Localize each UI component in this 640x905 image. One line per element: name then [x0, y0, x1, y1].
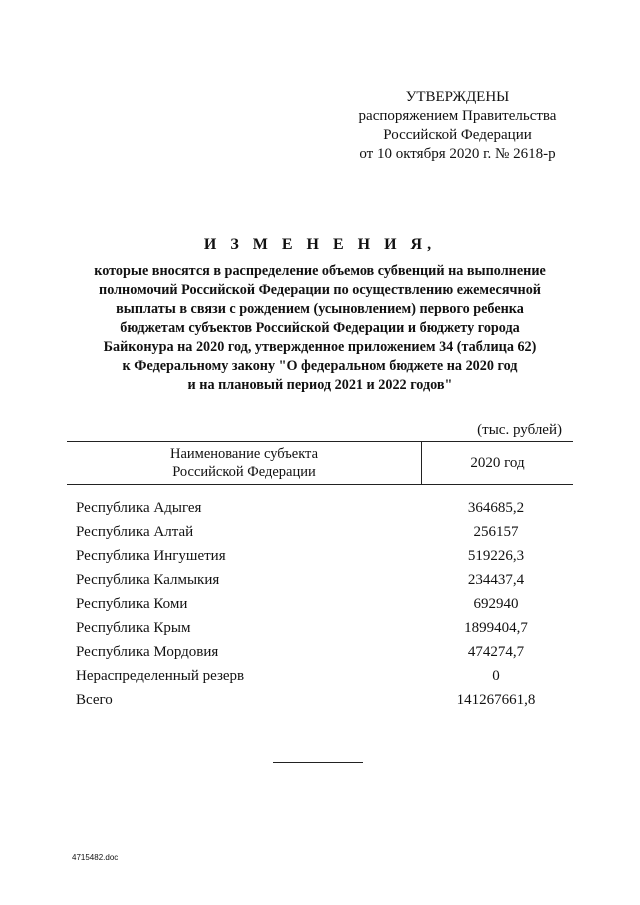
- row-value: 692940: [473, 596, 519, 612]
- approval-date-number: от 10 октября 2020 г. № 2618-р: [359, 146, 556, 162]
- row-value: 234437,4: [467, 572, 525, 588]
- subtitle-line: Байконура на 2020 год, утвержденное приложением 34 (таблица 62): [103, 339, 537, 355]
- closing-rule: [273, 762, 363, 763]
- approval-line-federation: Российской Федерации: [383, 127, 532, 143]
- row-value: 256157: [473, 524, 519, 540]
- table-body: [76, 496, 546, 712]
- row-value: 364685,2: [467, 500, 525, 516]
- table-row: [76, 640, 546, 664]
- row-value: 141267661,8: [456, 692, 536, 708]
- row-value: 474274,7: [467, 644, 525, 660]
- approval-line-government: распоряжением Правительства: [358, 108, 557, 124]
- header-name-line: Российской Федерации: [172, 464, 316, 480]
- table-row-total: [76, 688, 546, 712]
- row-name: Республика Адыгея: [76, 500, 202, 516]
- table-header-bottom-border: [67, 484, 573, 485]
- table-header-name: [67, 445, 421, 481]
- row-name: Республика Крым: [76, 620, 191, 636]
- row-name: Республика Ингушетия: [76, 548, 226, 564]
- table-row: [76, 616, 546, 640]
- table-row: [76, 664, 546, 688]
- header-name-line: Наименование субъекта: [169, 446, 319, 462]
- row-value: 1899404,7: [464, 620, 528, 636]
- document-id: 4715482.doc: [72, 853, 119, 862]
- row-name: Республика Калмыкия: [76, 572, 220, 588]
- table-top-border: [67, 441, 573, 442]
- table-row: [76, 496, 546, 520]
- table-row: [76, 520, 546, 544]
- subtitle-line: и на плановый период 2021 и 2022 годов": [187, 377, 453, 393]
- row-value: 0: [492, 668, 500, 684]
- subtitle-line: бюджетам субъектов Российской Федерации и бюджету города: [120, 320, 520, 336]
- unit-label: (тыс. рублей): [477, 422, 562, 438]
- row-name: Всего: [76, 692, 113, 708]
- row-name: Республика Коми: [76, 596, 188, 612]
- table-header-year: 2020 год: [470, 455, 525, 471]
- row-name: Республика Алтай: [76, 524, 194, 540]
- table-row: [76, 568, 546, 592]
- table-row: [76, 544, 546, 568]
- table-row: [76, 592, 546, 616]
- approval-title: УТВЕРЖДЕНЫ: [405, 89, 510, 105]
- subtitle-line: выплаты в связи с рождением (усыновлением) первого ребенка: [116, 301, 524, 317]
- document-subtitle: [60, 262, 580, 395]
- row-name: Республика Мордовия: [76, 644, 219, 660]
- subtitle-line: к Федеральному закону "О федеральном бюджете на 2020 год: [122, 358, 518, 374]
- row-value: 519226,3: [467, 548, 525, 564]
- document-title: И З М Е Н Е Н И Я,: [203, 236, 437, 253]
- subtitle-line: полномочий Российской Федерации по осуществлению ежемесячной: [99, 282, 541, 298]
- row-name: Нераспределенный резерв: [76, 668, 245, 684]
- approval-block: [340, 88, 575, 164]
- subtitle-line: которые вносятся в распределение объемов субвенций на выполнение: [94, 263, 546, 279]
